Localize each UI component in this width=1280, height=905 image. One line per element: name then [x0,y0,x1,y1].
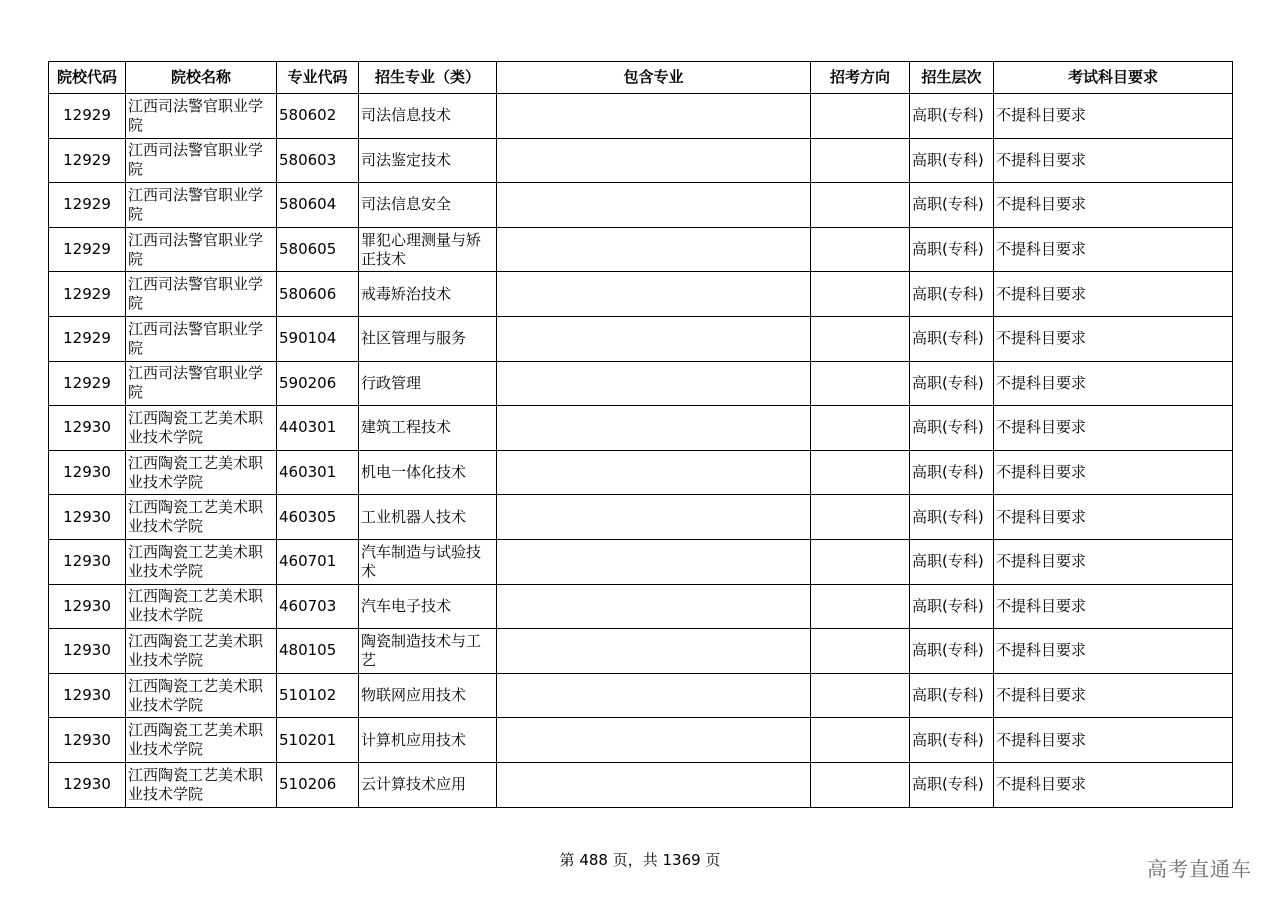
cell-major: 社区管理与服务 [359,316,497,361]
cell-included-majors [497,584,811,629]
cell-level: 高职(专科) [910,272,994,317]
cell-school-code: 12929 [49,94,126,139]
table-row [49,673,1233,718]
cell-direction [811,673,910,718]
cell-direction [811,584,910,629]
header-school-code: 院校代码 [49,62,126,94]
cell-school-code: 12930 [49,450,126,495]
cell-school-name: 江西司法警官职业学院 [126,138,277,183]
cell-subject-requirement: 不提科目要求 [994,718,1233,763]
cell-level: 高职(专科) [910,539,994,584]
cell-school-code: 12930 [49,718,126,763]
cell-major-code: 590206 [277,361,359,406]
table-row [49,316,1233,361]
cell-included-majors [497,539,811,584]
cell-major-code: 460703 [277,584,359,629]
watermark-logo: 高考直通车 [1147,857,1252,881]
cell-major: 建筑工程技术 [359,406,497,451]
cell-included-majors [497,450,811,495]
cell-subject-requirement: 不提科目要求 [994,629,1233,674]
table-row [49,227,1233,272]
cell-school-name: 江西陶瓷工艺美术职业技术学院 [126,584,277,629]
cell-school-name: 江西陶瓷工艺美术职业技术学院 [126,406,277,451]
cell-included-majors [497,629,811,674]
cell-direction [811,406,910,451]
header-major: 招生专业（类） [359,62,497,94]
cell-school-code: 12929 [49,316,126,361]
cell-level: 高职(专科) [910,94,994,139]
cell-included-majors [497,94,811,139]
cell-level: 高职(专科) [910,673,994,718]
cell-school-name: 江西陶瓷工艺美术职业技术学院 [126,718,277,763]
cell-major-code: 510206 [277,762,359,807]
cell-level: 高职(专科) [910,629,994,674]
cell-included-majors [497,227,811,272]
cell-school-name: 江西陶瓷工艺美术职业技术学院 [126,762,277,807]
table-row [49,495,1233,540]
cell-subject-requirement: 不提科目要求 [994,361,1233,406]
cell-direction [811,539,910,584]
cell-subject-requirement: 不提科目要求 [994,272,1233,317]
header-included-majors: 包含专业 [497,62,811,94]
cell-direction [811,227,910,272]
table-row [49,361,1233,406]
cell-school-code: 12929 [49,272,126,317]
cell-subject-requirement: 不提科目要求 [994,316,1233,361]
cell-level: 高职(专科) [910,718,994,763]
cell-subject-requirement: 不提科目要求 [994,584,1233,629]
cell-school-name: 江西陶瓷工艺美术职业技术学院 [126,495,277,540]
table-header-row [49,62,1233,94]
cell-direction [811,495,910,540]
cell-subject-requirement: 不提科目要求 [994,227,1233,272]
cell-direction [811,718,910,763]
table-row [49,406,1233,451]
cell-major: 罪犯心理测量与矫正技术 [359,227,497,272]
cell-major-code: 580603 [277,138,359,183]
cell-subject-requirement: 不提科目要求 [994,183,1233,228]
cell-school-name: 江西司法警官职业学院 [126,272,277,317]
cell-direction [811,138,910,183]
cell-school-name: 江西陶瓷工艺美术职业技术学院 [126,673,277,718]
page-number: 第 488 页，共 1369 页 [559,851,721,869]
cell-included-majors [497,361,811,406]
cell-level: 高职(专科) [910,762,994,807]
header-direction: 招考方向 [811,62,910,94]
cell-direction [811,316,910,361]
cell-major-code: 510102 [277,673,359,718]
table-row [49,272,1233,317]
admissions-table [48,61,1233,808]
cell-subject-requirement: 不提科目要求 [994,138,1233,183]
cell-included-majors [497,673,811,718]
cell-school-name: 江西陶瓷工艺美术职业技术学院 [126,539,277,584]
table-row [49,138,1233,183]
cell-level: 高职(专科) [910,138,994,183]
cell-major: 汽车电子技术 [359,584,497,629]
cell-school-name: 江西司法警官职业学院 [126,183,277,228]
cell-level: 高职(专科) [910,406,994,451]
cell-subject-requirement: 不提科目要求 [994,762,1233,807]
cell-level: 高职(专科) [910,450,994,495]
cell-school-code: 12930 [49,762,126,807]
cell-level: 高职(专科) [910,183,994,228]
cell-school-name: 江西司法警官职业学院 [126,94,277,139]
cell-major-code: 580604 [277,183,359,228]
header-major-code: 专业代码 [277,62,359,94]
cell-major: 司法信息安全 [359,183,497,228]
cell-school-code: 12929 [49,138,126,183]
cell-school-name: 江西陶瓷工艺美术职业技术学院 [126,450,277,495]
cell-major-code: 480105 [277,629,359,674]
header-level: 招生层次 [910,62,994,94]
cell-major-code: 460301 [277,450,359,495]
cell-subject-requirement: 不提科目要求 [994,94,1233,139]
cell-major: 戒毒矫治技术 [359,272,497,317]
cell-included-majors [497,138,811,183]
cell-major-code: 510201 [277,718,359,763]
cell-subject-requirement: 不提科目要求 [994,406,1233,451]
cell-level: 高职(专科) [910,584,994,629]
table-row [49,94,1233,139]
cell-major: 机电一体化技术 [359,450,497,495]
cell-school-name: 江西司法警官职业学院 [126,316,277,361]
cell-school-code: 12930 [49,406,126,451]
cell-direction [811,629,910,674]
cell-school-name: 江西司法警官职业学院 [126,227,277,272]
cell-subject-requirement: 不提科目要求 [994,450,1233,495]
cell-school-code: 12930 [49,495,126,540]
cell-level: 高职(专科) [910,227,994,272]
cell-school-code: 12929 [49,227,126,272]
cell-direction [811,183,910,228]
cell-school-code: 12929 [49,361,126,406]
cell-major: 物联网应用技术 [359,673,497,718]
cell-major: 汽车制造与试验技术 [359,539,497,584]
cell-subject-requirement: 不提科目要求 [994,539,1233,584]
cell-subject-requirement: 不提科目要求 [994,673,1233,718]
cell-major-code: 580605 [277,227,359,272]
cell-school-name: 江西司法警官职业学院 [126,361,277,406]
cell-major: 司法信息技术 [359,94,497,139]
cell-major: 计算机应用技术 [359,718,497,763]
cell-direction [811,272,910,317]
header-subject-requirement: 考试科目要求 [994,62,1233,94]
cell-included-majors [497,495,811,540]
cell-level: 高职(专科) [910,361,994,406]
cell-school-code: 12930 [49,629,126,674]
cell-school-code: 12930 [49,584,126,629]
cell-included-majors [497,718,811,763]
cell-direction [811,361,910,406]
header-school-name: 院校名称 [126,62,277,94]
cell-major: 工业机器人技术 [359,495,497,540]
cell-school-code: 12929 [49,183,126,228]
cell-included-majors [497,272,811,317]
cell-subject-requirement: 不提科目要求 [994,495,1233,540]
cell-included-majors [497,316,811,361]
table-row [49,762,1233,807]
cell-school-name: 江西陶瓷工艺美术职业技术学院 [126,629,277,674]
cell-direction [811,450,910,495]
table-row [49,718,1233,763]
table-body [49,94,1233,808]
table-row [49,183,1233,228]
cell-major-code: 590104 [277,316,359,361]
cell-major-code: 460305 [277,495,359,540]
table-row [49,584,1233,629]
table-row [49,450,1233,495]
cell-school-code: 12930 [49,673,126,718]
cell-major-code: 580606 [277,272,359,317]
cell-major: 行政管理 [359,361,497,406]
table-row [49,629,1233,674]
cell-major-code: 440301 [277,406,359,451]
cell-major: 云计算技术应用 [359,762,497,807]
cell-school-code: 12930 [49,539,126,584]
cell-major-code: 460701 [277,539,359,584]
cell-included-majors [497,183,811,228]
cell-major: 陶瓷制造技术与工艺 [359,629,497,674]
cell-major-code: 580602 [277,94,359,139]
cell-included-majors [497,406,811,451]
cell-level: 高职(专科) [910,316,994,361]
table-row [49,539,1233,584]
cell-direction [811,94,910,139]
cell-direction [811,762,910,807]
cell-major: 司法鉴定技术 [359,138,497,183]
cell-level: 高职(专科) [910,495,994,540]
cell-included-majors [497,762,811,807]
